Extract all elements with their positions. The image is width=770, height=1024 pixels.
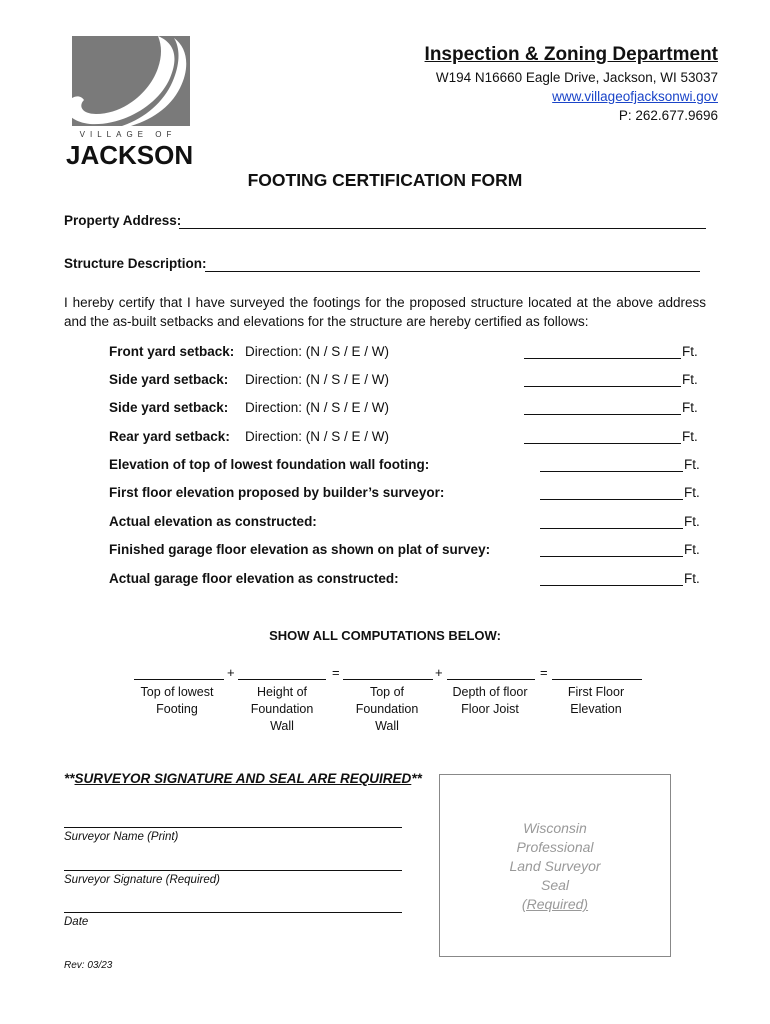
setback-direction: Direction: (N / S / E / W) [245,344,390,359]
form-title: FOOTING CERTIFICATION FORM [247,170,523,190]
setback-direction: Direction: (N / S / E / W) [245,400,390,415]
setback-value-field[interactable] [524,443,681,444]
computation-blank-field[interactable] [447,679,535,680]
setback-label: Side yard setback: [109,372,229,387]
setback-direction: Direction: (N / S / E / W) [245,372,390,387]
computation-label [541,684,651,718]
computation-label-line: Foundation [355,702,419,716]
department-address: W194 N16660 Eagle Drive, Jackson, WI 53037 [435,70,718,85]
computation-blank-field[interactable] [343,679,433,680]
computation-label [227,684,337,735]
required-suffix: ** [411,771,422,786]
elevation-label: First floor elevation proposed by builder’s surveyor: [109,485,445,500]
computation-label-line: Top of [369,685,405,699]
property-address-label: Property Address: [64,213,182,228]
elevation-unit: Ft. [684,514,700,529]
setback-value-field[interactable] [524,386,681,387]
computation-label-line: Top of lowest [140,685,214,699]
date-field[interactable] [64,912,402,913]
setback-label: Side yard setback: [109,400,229,415]
computation-operator: + [227,665,235,680]
department-name: Inspection & Zoning Department [424,44,718,65]
computation-label [435,684,545,718]
phone-number: P: 262.677.9696 [618,108,718,123]
computation-label-line: Foundation [250,702,314,716]
elevation-unit: Ft. [684,457,700,472]
date-label: Date [64,916,89,928]
elevation-value-field[interactable] [540,585,683,586]
seal-line: Wisconsin [523,820,587,836]
computation-label-line: Wall [270,719,294,733]
computation-label-line: Wall [375,719,399,733]
computation-label-line: Elevation [570,702,622,716]
surveyor-name-field[interactable] [64,827,402,828]
computation-label [122,684,232,718]
surveyor-signature-field[interactable] [64,870,402,871]
elevation-label: Actual elevation as constructed: [109,514,317,529]
surveyor-seal-box[interactable] [439,774,671,957]
computation-label-line: First Floor [567,685,625,699]
required-text: SURVEYOR SIGNATURE AND SEAL ARE REQUIRED [74,771,412,786]
seal-line: Land Surveyor [509,858,601,874]
computation-blank-field[interactable] [552,679,642,680]
computation-label [332,684,442,735]
required-prefix: ** [64,771,75,786]
elevation-label: Elevation of top of lowest foundation wall footing: [109,457,430,472]
logo-village-text: VILLAGE OF [79,130,177,139]
property-address-field[interactable] [179,228,706,229]
setback-unit: Ft. [682,400,698,415]
setback-unit: Ft. [682,372,698,387]
setback-unit: Ft. [682,344,698,359]
elevation-value-field[interactable] [540,556,683,557]
computation-operator: = [540,665,548,680]
elevation-value-field[interactable] [540,528,683,529]
seal-line: Professional [516,839,594,855]
logo-jackson-text: JACKSON [66,140,194,170]
setback-label: Front yard setback: [109,344,235,359]
computation-blank-field[interactable] [134,679,224,680]
elevation-value-field[interactable] [540,499,683,500]
elevation-label: Actual garage floor elevation as constructed: [109,571,399,586]
logo-mark-icon [62,34,194,130]
setback-value-field[interactable] [524,414,681,415]
computation-operator: + [435,665,443,680]
surveyor-name-label: Surveyor Name (Print) [64,831,179,843]
seal-text [440,819,670,914]
surveyor-signature-label: Surveyor Signature (Required) [64,874,220,886]
structure-description-field[interactable] [205,271,700,272]
elevation-unit: Ft. [684,571,700,586]
seal-line: Seal [540,877,570,893]
setback-label: Rear yard setback: [109,429,230,444]
village-logo [62,34,194,170]
computation-blank-field[interactable] [238,679,326,680]
computation-label-line: Floor Joist [461,702,519,716]
website-link[interactable]: www.villageofjacksonwi.gov [552,89,718,104]
surveyor-required-notice [64,771,422,786]
revision-label: Rev: 03/23 [64,960,113,971]
setback-unit: Ft. [682,429,698,444]
setback-value-field[interactable] [524,358,681,359]
computation-label-line: Height of [256,685,308,699]
elevation-value-field[interactable] [540,471,683,472]
computations-heading: SHOW ALL COMPUTATIONS BELOW: [269,628,501,643]
elevation-unit: Ft. [684,542,700,557]
computation-label-line: Depth of floor [452,685,528,699]
certify-paragraph: I hereby certify that I have surveyed the footings for the proposed structure located at the above address and the as-built setbacks and elevations for the structure are hereby certified as follows: [64,295,706,329]
seal-required: (Required) [521,896,589,912]
structure-description-label: Structure Description: [64,256,207,271]
computation-operator: = [332,665,340,680]
computation-label-line: Footing [156,702,198,716]
elevation-label: Finished garage floor elevation as shown on plat of survey: [109,542,491,557]
setback-direction: Direction: (N / S / E / W) [245,429,390,444]
elevation-unit: Ft. [684,485,700,500]
